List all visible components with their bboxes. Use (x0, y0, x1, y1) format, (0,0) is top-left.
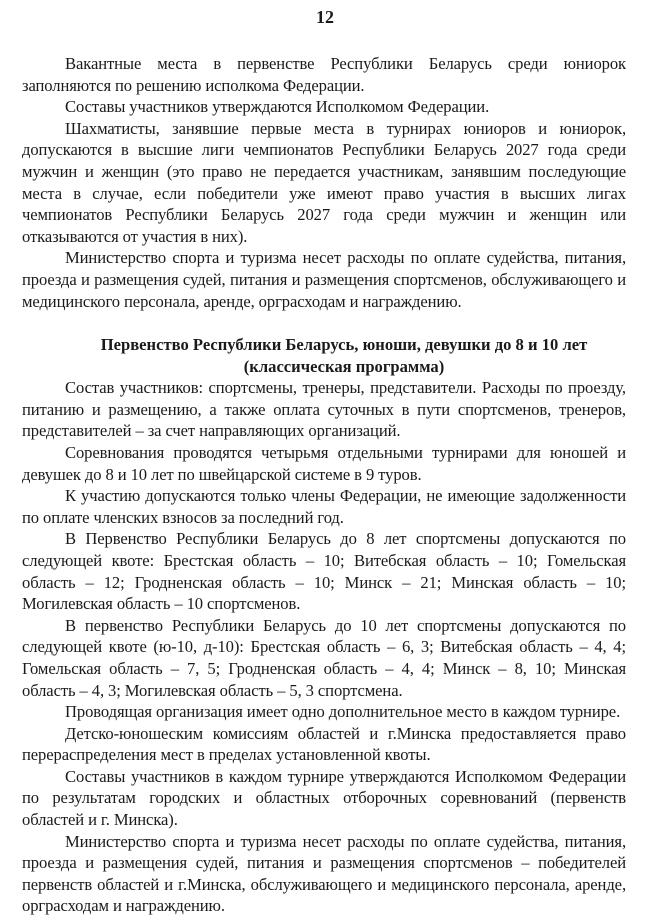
paragraph: Составы участников утверждаются Исполкомом Федерации. (65, 97, 490, 117)
paragraph: Вакантные места в первенстве Республики Беларусь среди юниорок заполняются по решению исполкома Федерации. (22, 54, 626, 95)
paragraph: В первенство Республики Беларусь до 10 лет спортсмены допускаются по следующей квоте (ю-10, д-10): Брестская область – 6, 3; Витебская область – 4, 4; Гомельская область – 7, 5; Гродненская область – 4, 4; Минск – 8, 10; Минская область – 4, 3; Могилевская область – 5, 3 спортсмена. (22, 615, 626, 700)
paragraph: В Первенство Республики Беларусь до 8 лет спортсмены допускаются по следующей квоте: Брестская область – 10; Витебская область – 10; Гомельская область – 12; Гродненская область – 10; Минск – 21; Минская область – 10; Могилевская область – 10 спортсменов. (22, 529, 626, 614)
paragraph: Детско-юношеским комиссиям областей и г.Минска предоставляется право перераспределения мест в пределах установленной квоты. (22, 723, 626, 765)
paragraph: К участию допускаются только члены Федерации, не имеющие задолженности по оплате членских взносов за последний год. (22, 486, 626, 527)
paragraph: Шахматисты, занявшие первые места в турнирах юниоров и юниорок, допускаются в высшие лиги чемпионатов Республики Беларусь 2027 года среди мужчин и женщин (это право не передается участникам, занявшим последующие места в случае, если победители уже имеют право участия в высших лигах чемпионатов Республики Беларусь 2027 года среди мужчин и женщин или отказываются от участия в них). (22, 118, 626, 246)
paragraph: Состав участников: спортсмены, тренеры, представители. Расходы по проезду, питанию и размещению, а также оплата суточных в пути спортсменов, тренеров, представителей – за счет направляющих организаций. (22, 378, 626, 441)
section-subheading: (классическая программа) (243, 356, 445, 376)
paragraph: Министерство спорта и туризма несет расходы по оплате судейства, питания, проезда и размещения судей, питания и размещения спортсменов – победителей первенств областей и г.Минска, обслуживающего и медицинского персонала, аренде, орграсходам и награждению. (22, 831, 626, 916)
paragraph: Министерство спорта и туризма несет расходы по оплате судейства, питания, проезда и размещения судей, питания и размещения спортсменов, обслуживающего и медицинского персонала, аренде, орграсходам и награждению. (22, 248, 626, 311)
page-number: 12 (316, 7, 334, 27)
paragraph: Проводящая организация имеет одно дополнительное место в каждом турнире. (65, 702, 621, 722)
paragraph: Соревнования проводятся четырьмя отдельными турнирами для юношей и девушек до 8 и 10 лет по швейцарской системе в 9 туров. (22, 442, 626, 484)
section-heading: Первенство Республики Беларусь, юноши, девушки до 8 и 10 лет (100, 335, 588, 354)
section-juniors-text (22, 53, 626, 312)
paragraph: Составы участников в каждом турнире утверждаются Исполкомом Федерации по результатам городских и областных отборочных соревнований (первенств областей и г. Минска). (22, 766, 626, 830)
section-youth-championship (22, 334, 626, 917)
